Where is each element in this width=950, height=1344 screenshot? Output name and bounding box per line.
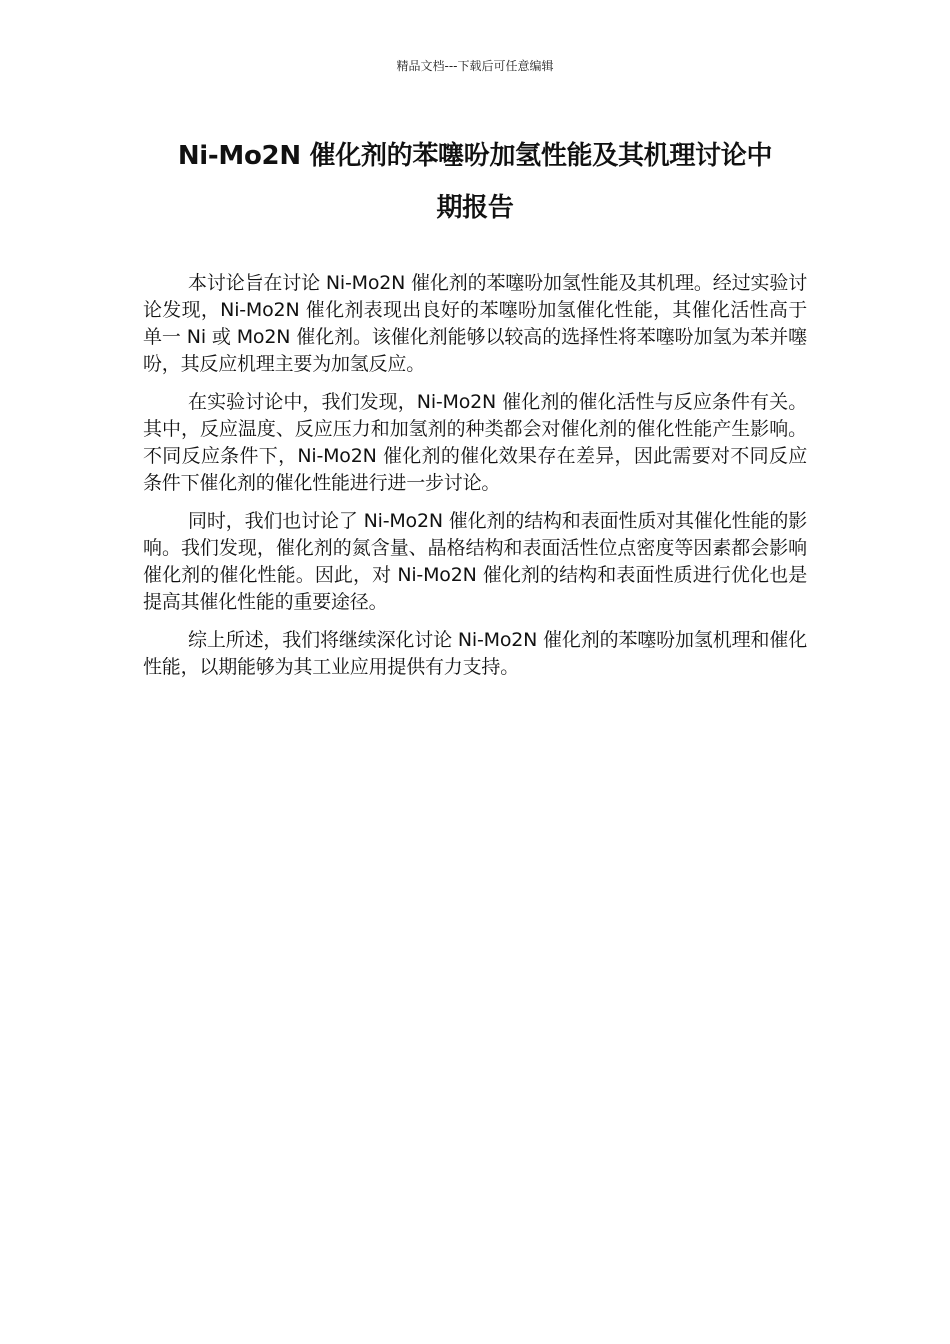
paragraph-3: 同时，我们也讨论了 Ni-Mo2N 催化剂的结构和表面性质对其催化性能的影响。我们发现，催化剂的氮含量、晶格结构和表面活性位点密度等因素都会影响催化剂的催化性能。因此，对 Ni-Mo2N 催化剂的结构和表面性质进行优化也是提高其催化性能的重要途径。: [143, 510, 807, 613]
title-line-1: Ni-Mo2N 催化剂的苯噻吩加氢性能及其机理讨论中: [177, 141, 773, 171]
paragraph-4: 综上所述，我们将继续深化讨论 Ni-Mo2N 催化剂的苯噻吩加氢机理和催化性能，以期能够为其工业应用提供有力支持。: [143, 629, 807, 678]
page-header: 精品文档---下载后可任意编辑: [396, 59, 554, 73]
document-title: [120, 130, 830, 234]
paragraph-1: 本讨论旨在讨论 Ni-Mo2N 催化剂的苯噻吩加氢性能及其机理。经过实验讨论发现，Ni-Mo2N 催化剂表现出良好的苯噻吩加氢催化性能，其催化活性高于单一 Ni 或 Mo2N 催化剂。该催化剂能够以较高的选择性将苯噻吩加氢为苯并噻吩，其反应机理主要为加氢反应。: [143, 272, 807, 375]
paragraph-2: 在实验讨论中，我们发现，Ni-Mo2N 催化剂的催化活性与反应条件有关。其中，反应温度、反应压力和加氢剂的种类都会对催化剂的催化性能产生影响。不同反应条件下，Ni-Mo2N 催化剂的催化效果存在差异，因此需要对不同反应条件下催化剂的催化性能进行进一步讨论。: [143, 391, 807, 494]
title-line-2: 期报告: [436, 193, 514, 223]
document-body: [143, 270, 807, 692]
